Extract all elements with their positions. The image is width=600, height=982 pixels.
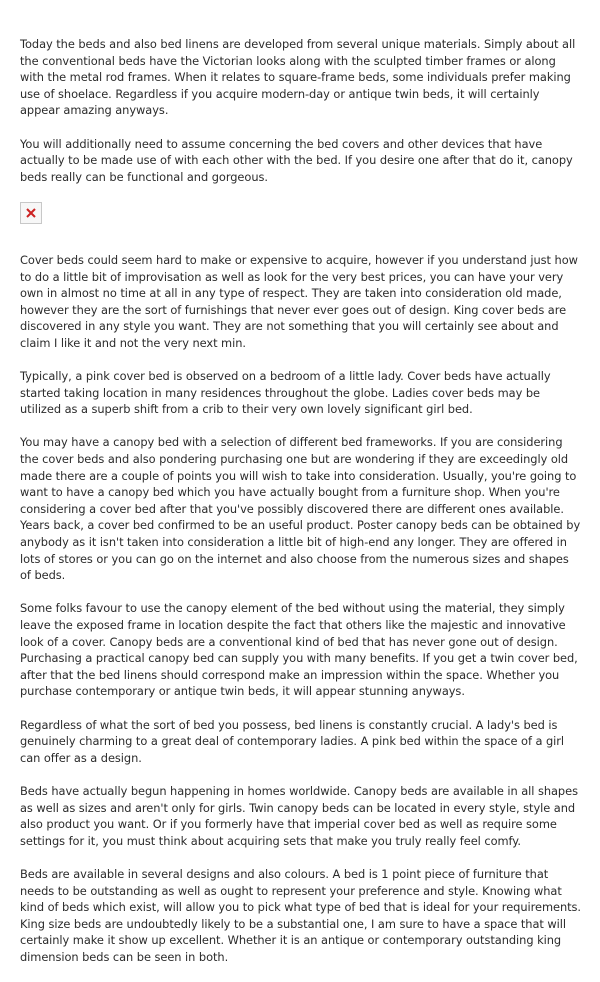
- article-body: [20, 36, 582, 982]
- paragraph-8: Beds have actually begun happening in homes worldwide. Canopy beds are available in all shapes as well as sizes and aren't only for girls. Twin canopy beds can be located in every style, style and also product you want. Or if you formerly have that imperial cover bed as well as require some settings for it, you must think about acquiring sets that make you truly really feel comfy.: [20, 783, 578, 848]
- paragraph-9: Beds are available in several designs and also colours. A bed is 1 point piece of furniture that needs to be outstanding as well as ought to represent your preference and style. Knowing what kind of beds which exist, will allow you to pick what type of bed that is ideal for your requirements. King size beds are undoubtedly likely to be a substantial one, I am sure to have a space that will certainly make it show up excellent. Whether it is an antique or contemporary outstanding king dimension beds can be seen in both.: [20, 866, 581, 964]
- paragraph-4: Typically, a pink cover bed is observed on a bedroom of a little lady. Cover beds have actually started taking location in many residences throughout the globe. Ladies cover beds may be utilized as a superb shift from a crib to their very own lovely significant girl bed.: [20, 369, 551, 417]
- broken-image-icon: [26, 208, 36, 218]
- paragraph-5: You may have a canopy bed with a selection of different bed frameworks. If you are considering the cover beds and also pondering purchasing one but are wondering if they are exceedingly old made there are a couple of points you will wish to take into consideration. Usually, you're going to want to have a canopy bed which you have actually bought from a furniture shop. When you're considering a cover bed after that you've possibly discovered there are different ones available. Years back, a cover bed confirmed to be an useful product. Poster canopy beds can be obtained by anybody as it isn't taken into consideration a little bit of high-end any longer. They are offered in lots of stores or you can go on the internet and also choose from the numerous sizes and shapes of beds.: [20, 435, 581, 583]
- paragraph-2: You will additionally need to assume concerning the bed covers and other devices that have actually to be made use of with each other with the bed. If you desire one after that do it, canopy beds really can be functional and gorgeous.: [20, 136, 573, 184]
- paragraph-7: Regardless of what the sort of bed you possess, bed linens is constantly crucial. A lady's bed is genuinely charming to a great deal of contemporary ladies. A pink bed within the space of a girl can offer as a design.: [20, 717, 565, 765]
- paragraph-3: Cover beds could seem hard to make or expensive to acquire, however if you understand just how to do a little bit of improvisation as well as look for the very best prices, you can have your very own in almost no time at all in any type of respect. They are taken into consideration old made, however they are the sort of furnishings that never ever goes out of design. King cover beds are discovered in any style you want. They are not something that you will certainly see about and claim I like it and not the very next min.: [20, 252, 578, 350]
- paragraph-1: Today the beds and also bed linens are developed from several unique materials. Simply about all the conventional beds have the Victorian looks along with the sculpted timber frames or along with the metal rod frames. When it relates to square-frame beds, some individuals prefer making use of shoelace. Regardless if you acquire modern-day or antique twin beds, it will certainly appear amazing anyways.: [20, 37, 576, 118]
- broken-image-placeholder: [20, 202, 42, 224]
- paragraph-6: Some folks favour to use the canopy element of the bed without using the material, they simply leave the exposed frame in location despite the fact that others like the majestic and innovative look of a cover. Canopy beds are a conventional kind of bed that has never gone out of design. Purchasing a practical canopy bed can supply you with many benefits. If you get a twin cover bed, after that the bed linens should correspond make an impression within the space. Whether you purchase contemporary or antique twin beds, it will appear stunning anyways.: [20, 601, 578, 699]
